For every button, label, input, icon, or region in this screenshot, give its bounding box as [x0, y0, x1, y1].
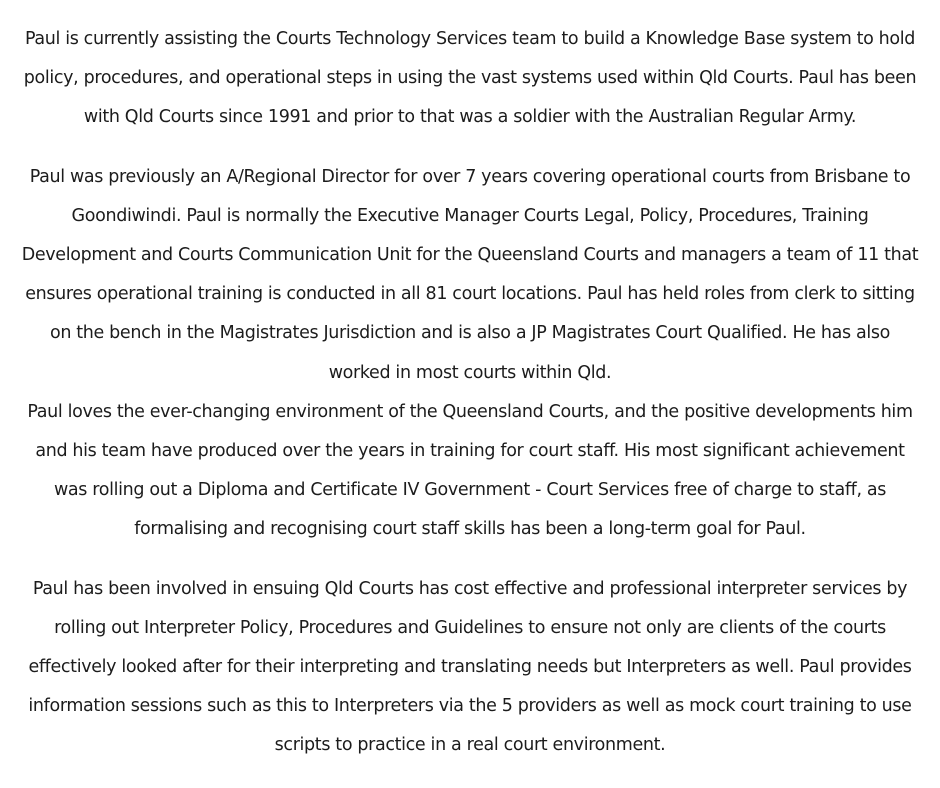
bio-paragraph-achievements: Paul loves the ever-changing environment of the Queensland Courts, and the positive developments him and his team have produced over the years in training for court staff. His most significant achievement was rolling out a Diploma and Certificate IV Government - Court Services free of charge to staff, as formalising and recognising court staff skills has been a long-term goal for Paul. — [27, 401, 913, 540]
bio-paragraph-previous-roles: Paul was previously an A/Regional Director for over 7 years covering operational courts from Brisbane to Goondiwindi. Paul is normally the Executive Manager Courts Legal, Policy, Procedures, Training Development and Courts Communication Unit for the Queensland Courts and managers a team of 11 that ensures operational training is conducted in all 81 court locations. Paul has held roles from clerk to sitting on the bench in the Magistrates Jurisdiction and is also a JP Magistrates Court Qualified. He has also worked in most courts within Qld. — [21, 166, 919, 383]
bio-paragraph-current-role: Paul is currently assisting the Courts Technology Services team to build a Knowledge Base system to hold policy, procedures, and operational steps in using the vast systems used within Qld Courts. Paul has been with Qld Courts since 1991 and prior to that was a soldier with the Australian Regular Army. — [23, 29, 917, 128]
bio-paragraph-interpreter-services: Paul has been involved in ensuing Qld Courts has cost effective and professional interpreter services by rolling out Interpreter Policy, Procedures and Guidelines to ensure not only are clients of the courts effectively looked after for their interpreting and translating needs but Interpreters as well. Paul provides information sessions such as this to Interpreters via the 5 providers as well as mock court training to use scripts to practice in a real court environment. — [28, 578, 912, 756]
